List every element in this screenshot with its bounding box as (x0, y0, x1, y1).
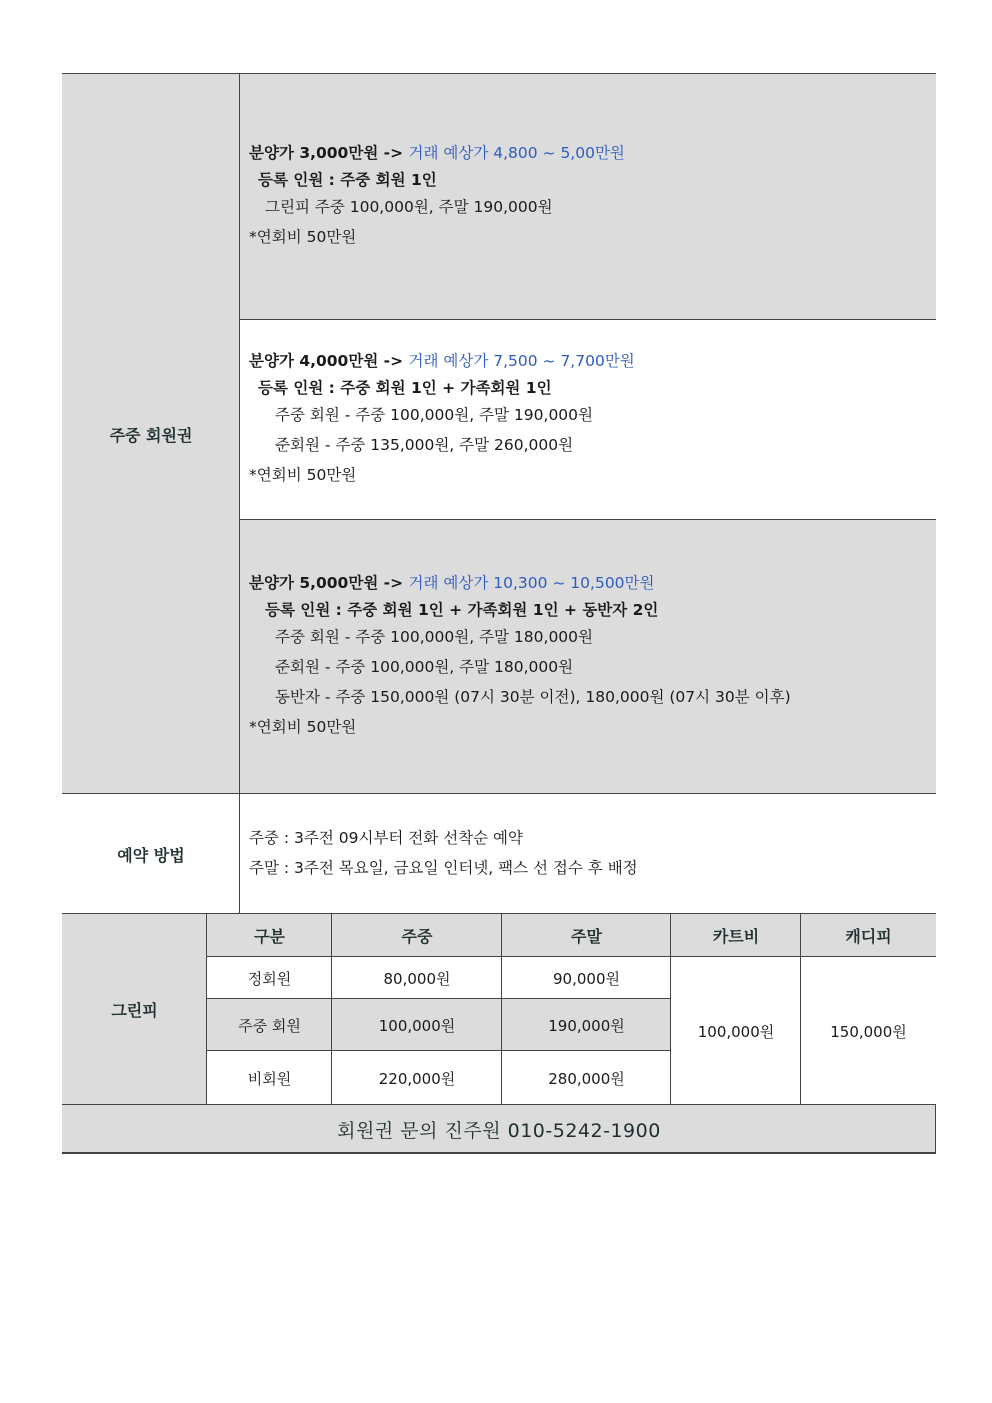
plan-expected: 거래 예상가 10,300 ~ 10,500만원 (408, 574, 655, 592)
divider (207, 956, 936, 957)
plan-price: 분양가 4,000만원 -> (249, 352, 409, 370)
plan-fee: 주중 회원 - 주중 100,000원, 주말 190,000원 (275, 406, 594, 424)
header-type: 구분 (254, 927, 285, 946)
table-row-weekend: 190,000원 (548, 1016, 625, 1035)
divider (670, 914, 671, 1105)
divider (62, 1104, 936, 1105)
table-row-weekday: 100,000원 (378, 1016, 456, 1035)
divider (240, 519, 936, 520)
divider (800, 914, 801, 1105)
divider (935, 1105, 936, 1153)
header-caddie: 캐디피 (845, 927, 892, 946)
header-weekday: 주중 (401, 927, 433, 946)
plan-price: 분양가 3,000만원 -> (249, 144, 409, 162)
contact-info: 회원권 문의 진주원 010-5242-1900 (62, 1105, 936, 1153)
greenfee-label: 그린피 (111, 1001, 158, 1020)
table-row-weekend: 280,000원 (548, 1069, 625, 1088)
reservation-weekday: 주중 : 3주전 09시부터 전화 선착순 예약 (249, 829, 523, 847)
plan-registration: 등록 인원 : 주중 회원 1인 + 가족회원 1인 + 동반자 2인 (265, 601, 659, 619)
plan-fee: 준회원 - 주중 100,000원, 주말 180,000원 (275, 658, 574, 676)
membership-label: 주중 회원권 (109, 425, 193, 445)
reservation-info (249, 823, 638, 883)
plan-annual: *연회비 50만원 (249, 718, 357, 736)
plan-1 (249, 138, 625, 252)
table-row-type: 비회원 (247, 1069, 292, 1088)
plan-price: 분양가 5,000만원 -> (249, 574, 409, 592)
divider (501, 914, 502, 1105)
divider (62, 913, 936, 914)
plan-registration: 등록 인원 : 주중 회원 1인 + 가족회원 1인 (258, 379, 552, 397)
divider (331, 914, 332, 1105)
plan-registration: 등록 인원 : 주중 회원 1인 (258, 171, 437, 189)
divider (206, 914, 207, 1105)
plan-annual: *연회비 50만원 (249, 228, 357, 246)
reservation-label: 예약 방법 (117, 845, 185, 865)
header-weekend: 주말 (571, 927, 602, 946)
header-cart: 카트비 (712, 927, 760, 946)
divider (62, 73, 936, 74)
divider (207, 1050, 671, 1051)
plan-3 (249, 568, 791, 742)
reservation-weekend: 주말 : 3주전 목요일, 금요일 인터넷, 팩스 선 접수 후 배정 (249, 859, 638, 877)
divider (207, 998, 671, 999)
divider (62, 793, 936, 794)
table-row-type: 정회원 (247, 969, 292, 988)
table-row-weekend: 90,000원 (553, 969, 620, 988)
plan-expected: 거래 예상가 7,500 ~ 7,700만원 (408, 352, 635, 370)
plan-annual: *연회비 50만원 (249, 466, 357, 484)
table-row-type: 주중 회원 (238, 1016, 301, 1035)
table-row-weekday: 80,000원 (383, 969, 451, 988)
divider (240, 319, 936, 320)
divider (239, 74, 240, 914)
plan-fee: 동반자 - 주중 150,000원 (07시 30분 이전), 180,000원 (07시 30분 이후) (275, 688, 791, 706)
table-row-weekday: 220,000원 (378, 1069, 456, 1088)
caddie-fee: 150,000원 (830, 1022, 907, 1041)
plan-expected: 거래 예상가 4,800 ~ 5,00만원 (408, 144, 625, 162)
plan-fee: 주중 회원 - 주중 100,000원, 주말 180,000원 (275, 628, 594, 646)
plan-fee: 그린피 주중 100,000원, 주말 190,000원 (265, 198, 553, 216)
divider (62, 1152, 936, 1154)
cart-fee: 100,000원 (697, 1022, 775, 1041)
plan-fee: 준회원 - 주중 135,000원, 주말 260,000원 (275, 436, 574, 454)
plan-2 (249, 346, 635, 490)
